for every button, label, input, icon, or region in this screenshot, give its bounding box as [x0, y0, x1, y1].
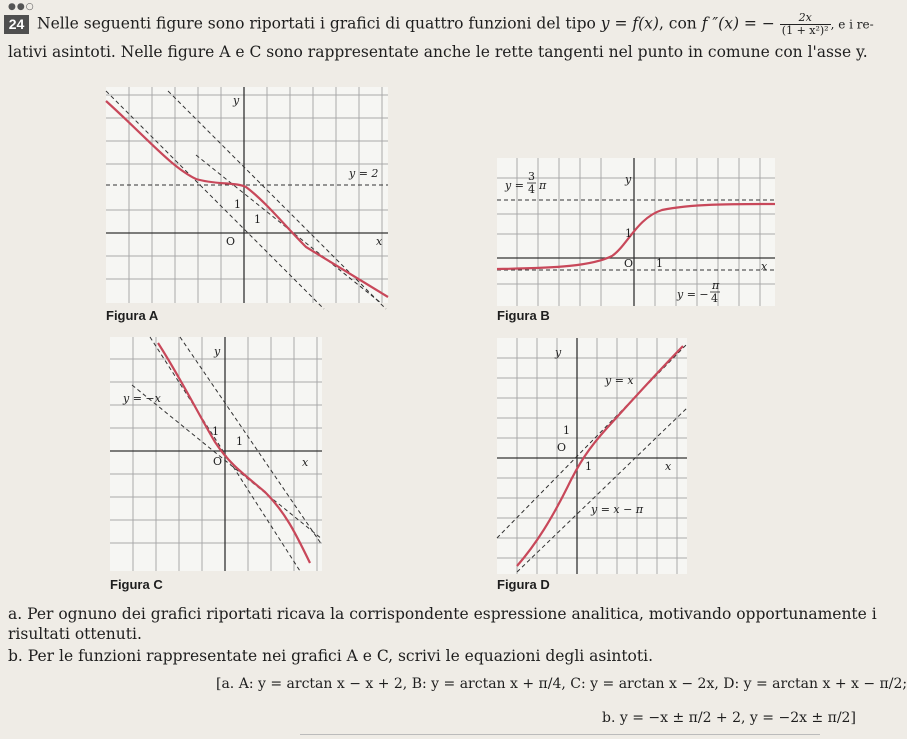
- svg-text:π: π: [712, 279, 720, 292]
- svg-text:y: y: [625, 173, 632, 186]
- svg-text:1: 1: [585, 460, 592, 473]
- fraction-denominator: (1 + x²)²: [781, 24, 829, 37]
- answers-line-2: b. y = −x ± π/2 + 2, y = −2x ± π/2]: [602, 710, 856, 726]
- svg-text:3: 3: [528, 170, 535, 183]
- decorative-dots: ●●○: [8, 2, 35, 12]
- svg-text:y = 2: y = 2: [349, 167, 379, 180]
- intro-line-1: [37, 12, 874, 37]
- svg-text:1: 1: [234, 198, 241, 211]
- svg-text:π: π: [539, 179, 547, 192]
- intro-text-c: , e i re-: [830, 17, 874, 32]
- svg-text:y: y: [214, 345, 221, 358]
- intro-formula-a: y = f(x): [600, 14, 659, 33]
- figure-d-caption: Figura D: [497, 577, 550, 592]
- svg-text:1: 1: [212, 425, 219, 438]
- svg-text:1: 1: [656, 257, 663, 270]
- svg-text:y =: y =: [505, 179, 524, 192]
- svg-text:O: O: [557, 441, 567, 454]
- svg-text:4: 4: [711, 292, 718, 305]
- svg-text:x: x: [761, 260, 768, 273]
- svg-text:y: y: [233, 94, 240, 107]
- svg-text:x: x: [376, 235, 383, 248]
- figure-a-graph: [106, 87, 388, 303]
- page-bottom-rule: [300, 734, 820, 735]
- svg-text:y: y: [555, 346, 562, 359]
- svg-text:1: 1: [236, 435, 243, 448]
- figure-a-caption: Figura A: [106, 308, 159, 323]
- svg-text:1: 1: [563, 424, 570, 437]
- question-a-continued: risultati ottenuti.: [8, 625, 142, 643]
- question-a: a. Per ognuno dei grafici riportati ricava la corrispondente espressione analitica, motivando opportunamente i: [8, 605, 877, 623]
- svg-text:4: 4: [528, 183, 535, 196]
- figure-b-caption: Figura B: [497, 308, 550, 323]
- svg-text:x: x: [665, 460, 672, 473]
- question-b: b. Per le funzioni rappresentate nei grafici A e C, scrivi le equazioni degli asintoti.: [8, 647, 653, 665]
- svg-text:y = −: y = −: [677, 288, 709, 301]
- svg-text:y = x − π: y = x − π: [591, 503, 644, 516]
- figure-b-graph: [497, 158, 775, 306]
- exercise-number-badge: 24: [4, 15, 29, 34]
- intro-formula-b: f ″(x) = −: [701, 14, 775, 33]
- intro-text-b: , con: [658, 14, 702, 33]
- svg-text:1: 1: [254, 213, 261, 226]
- svg-text:O: O: [624, 257, 634, 270]
- derivative-fraction: [780, 12, 831, 37]
- svg-text:x: x: [302, 456, 309, 469]
- answers-line-1: [a. A: y = arctan x − x + 2, B: y = arctan x + π/4, C: y = arctan x − 2x, D: y = arctan x + x − π/2;: [216, 676, 907, 692]
- svg-text:1: 1: [625, 227, 632, 240]
- svg-text:O: O: [213, 455, 223, 468]
- intro-text-a: Nelle seguenti figure sono riportati i grafici di quattro funzioni del tipo: [37, 14, 601, 33]
- svg-text:O: O: [226, 235, 236, 248]
- svg-text:y = −x: y = −x: [123, 392, 161, 405]
- figure-c-graph: [110, 337, 322, 571]
- figure-d-graph: [497, 338, 687, 574]
- intro-line-2: lativi asintoti. Nelle figure A e C sono rappresentate anche le rette tangenti nel punto in comune con l'asse y.: [8, 43, 868, 61]
- svg-text:y = x: y = x: [605, 374, 634, 387]
- figure-c-caption: Figura C: [110, 577, 163, 592]
- fraction-numerator: 2x: [780, 12, 831, 25]
